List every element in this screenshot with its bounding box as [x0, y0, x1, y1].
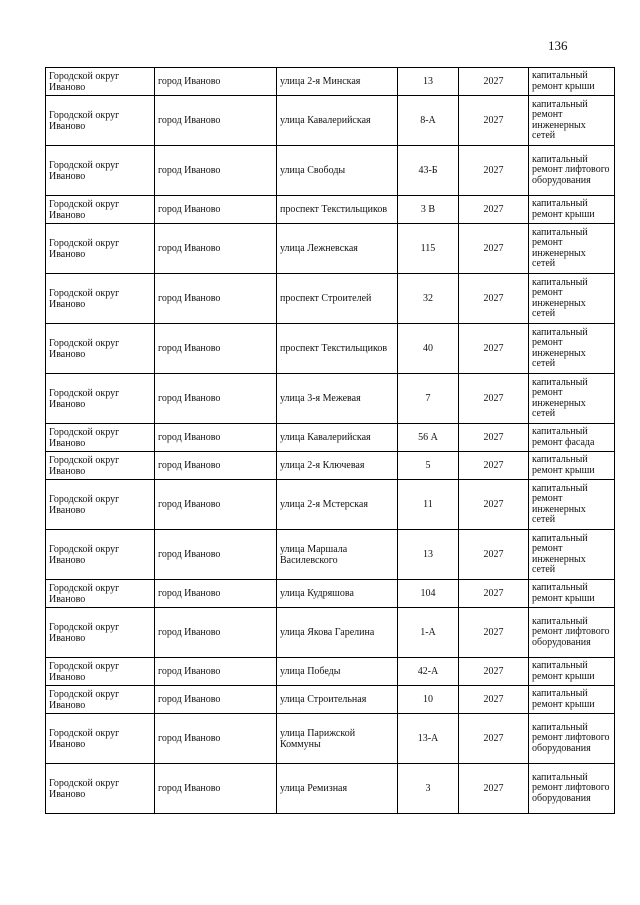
street-cell: улица Маршала Василевского: [277, 530, 398, 580]
table-row: [46, 324, 615, 374]
year-cell: 2027: [459, 480, 529, 530]
table-row: [46, 374, 615, 424]
district-cell: Городской округ Иваново: [46, 452, 155, 480]
table-row: [46, 146, 615, 196]
house-number-cell: 10: [398, 686, 459, 714]
street-cell: улица Кавалерийская: [277, 424, 398, 452]
year-cell: 2027: [459, 146, 529, 196]
house-number-cell: 5: [398, 452, 459, 480]
house-number-cell: 8-А: [398, 96, 459, 146]
street-cell: улица 3-я Межевая: [277, 374, 398, 424]
city-cell: город Иваново: [155, 324, 277, 374]
district-cell: Городской округ Иваново: [46, 714, 155, 764]
district-cell: Городской округ Иваново: [46, 530, 155, 580]
year-cell: 2027: [459, 96, 529, 146]
city-cell: город Иваново: [155, 764, 277, 814]
table-row: [46, 452, 615, 480]
district-cell: Городской округ Иваново: [46, 580, 155, 608]
work-type-cell: капитальный ремонт инженерных сетей: [529, 530, 615, 580]
page-number: 136: [548, 38, 568, 53]
district-cell: Городской округ Иваново: [46, 374, 155, 424]
repair-schedule-table: [45, 67, 615, 814]
district-cell: Городской округ Иваново: [46, 68, 155, 96]
work-type-cell: капитальный ремонт крыши: [529, 580, 615, 608]
street-cell: проспект Текстильщиков: [277, 324, 398, 374]
table-row: [46, 224, 615, 274]
street-cell: проспект Текстильщиков: [277, 196, 398, 224]
house-number-cell: 42-А: [398, 658, 459, 686]
city-cell: город Иваново: [155, 608, 277, 658]
table-row: [46, 68, 615, 96]
house-number-cell: 56 А: [398, 424, 459, 452]
city-cell: город Иваново: [155, 224, 277, 274]
year-cell: 2027: [459, 452, 529, 480]
table-row: [46, 580, 615, 608]
year-cell: 2027: [459, 224, 529, 274]
table-row: [46, 714, 615, 764]
city-cell: город Иваново: [155, 580, 277, 608]
city-cell: город Иваново: [155, 374, 277, 424]
house-number-cell: 11: [398, 480, 459, 530]
table-row: [46, 196, 615, 224]
work-type-cell: капитальный ремонт инженерных сетей: [529, 274, 615, 324]
work-type-cell: капитальный ремонт инженерных сетей: [529, 374, 615, 424]
year-cell: 2027: [459, 608, 529, 658]
district-cell: Городской округ Иваново: [46, 480, 155, 530]
city-cell: город Иваново: [155, 274, 277, 324]
year-cell: 2027: [459, 324, 529, 374]
street-cell: улица 2-я Ключевая: [277, 452, 398, 480]
district-cell: Городской округ Иваново: [46, 274, 155, 324]
year-cell: 2027: [459, 686, 529, 714]
work-type-cell: капитальный ремонт крыши: [529, 686, 615, 714]
city-cell: город Иваново: [155, 196, 277, 224]
street-cell: улица Лежневская: [277, 224, 398, 274]
street-cell: улица Ремизная: [277, 764, 398, 814]
city-cell: город Иваново: [155, 424, 277, 452]
district-cell: Городской округ Иваново: [46, 196, 155, 224]
district-cell: Городской округ Иваново: [46, 224, 155, 274]
table-row: [46, 96, 615, 146]
work-type-cell: капитальный ремонт крыши: [529, 196, 615, 224]
table-body: [46, 68, 615, 814]
house-number-cell: 13-А: [398, 714, 459, 764]
year-cell: 2027: [459, 374, 529, 424]
street-cell: улица 2-я Минская: [277, 68, 398, 96]
house-number-cell: 43-Б: [398, 146, 459, 196]
table-row: [46, 480, 615, 530]
work-type-cell: капитальный ремонт крыши: [529, 452, 615, 480]
street-cell: улица Строительная: [277, 686, 398, 714]
table-row: [46, 424, 615, 452]
street-cell: улица Якова Гарелина: [277, 608, 398, 658]
year-cell: 2027: [459, 530, 529, 580]
city-cell: город Иваново: [155, 96, 277, 146]
street-cell: улица Победы: [277, 658, 398, 686]
district-cell: Городской округ Иваново: [46, 608, 155, 658]
house-number-cell: 40: [398, 324, 459, 374]
street-cell: улица Кавалерийская: [277, 96, 398, 146]
city-cell: город Иваново: [155, 658, 277, 686]
work-type-cell: капитальный ремонт крыши: [529, 658, 615, 686]
work-type-cell: капитальный ремонт лифтового оборудования: [529, 146, 615, 196]
work-type-cell: капитальный ремонт лифтового оборудования: [529, 608, 615, 658]
district-cell: Городской округ Иваново: [46, 96, 155, 146]
house-number-cell: 13: [398, 68, 459, 96]
city-cell: город Иваново: [155, 686, 277, 714]
house-number-cell: 32: [398, 274, 459, 324]
house-number-cell: 13: [398, 530, 459, 580]
house-number-cell: 3 В: [398, 196, 459, 224]
district-cell: Городской округ Иваново: [46, 324, 155, 374]
work-type-cell: капитальный ремонт инженерных сетей: [529, 96, 615, 146]
table-row: [46, 658, 615, 686]
house-number-cell: 104: [398, 580, 459, 608]
street-cell: улица Кудряшова: [277, 580, 398, 608]
year-cell: 2027: [459, 658, 529, 686]
house-number-cell: 7: [398, 374, 459, 424]
work-type-cell: капитальный ремонт инженерных сетей: [529, 224, 615, 274]
street-cell: проспект Строителей: [277, 274, 398, 324]
district-cell: Городской округ Иваново: [46, 658, 155, 686]
table-row: [46, 764, 615, 814]
work-type-cell: капитальный ремонт инженерных сетей: [529, 480, 615, 530]
table-row: [46, 274, 615, 324]
house-number-cell: 3: [398, 764, 459, 814]
table-row: [46, 686, 615, 714]
district-cell: Городской округ Иваново: [46, 686, 155, 714]
year-cell: 2027: [459, 196, 529, 224]
year-cell: 2027: [459, 580, 529, 608]
work-type-cell: капитальный ремонт инженерных сетей: [529, 324, 615, 374]
district-cell: Городской округ Иваново: [46, 424, 155, 452]
year-cell: 2027: [459, 424, 529, 452]
city-cell: город Иваново: [155, 480, 277, 530]
city-cell: город Иваново: [155, 146, 277, 196]
district-cell: Городской округ Иваново: [46, 146, 155, 196]
work-type-cell: капитальный ремонт крыши: [529, 68, 615, 96]
work-type-cell: капитальный ремонт лифтового оборудования: [529, 714, 615, 764]
year-cell: 2027: [459, 714, 529, 764]
city-cell: город Иваново: [155, 452, 277, 480]
work-type-cell: капитальный ремонт лифтового оборудования: [529, 764, 615, 814]
work-type-cell: капитальный ремонт фасада: [529, 424, 615, 452]
year-cell: 2027: [459, 68, 529, 96]
year-cell: 2027: [459, 274, 529, 324]
city-cell: город Иваново: [155, 68, 277, 96]
street-cell: улица Свободы: [277, 146, 398, 196]
house-number-cell: 1-А: [398, 608, 459, 658]
house-number-cell: 115: [398, 224, 459, 274]
street-cell: улица 2-я Мстерская: [277, 480, 398, 530]
district-cell: Городской округ Иваново: [46, 764, 155, 814]
table-row: [46, 608, 615, 658]
city-cell: город Иваново: [155, 714, 277, 764]
year-cell: 2027: [459, 764, 529, 814]
city-cell: город Иваново: [155, 530, 277, 580]
street-cell: улица Парижской Коммуны: [277, 714, 398, 764]
table-row: [46, 530, 615, 580]
